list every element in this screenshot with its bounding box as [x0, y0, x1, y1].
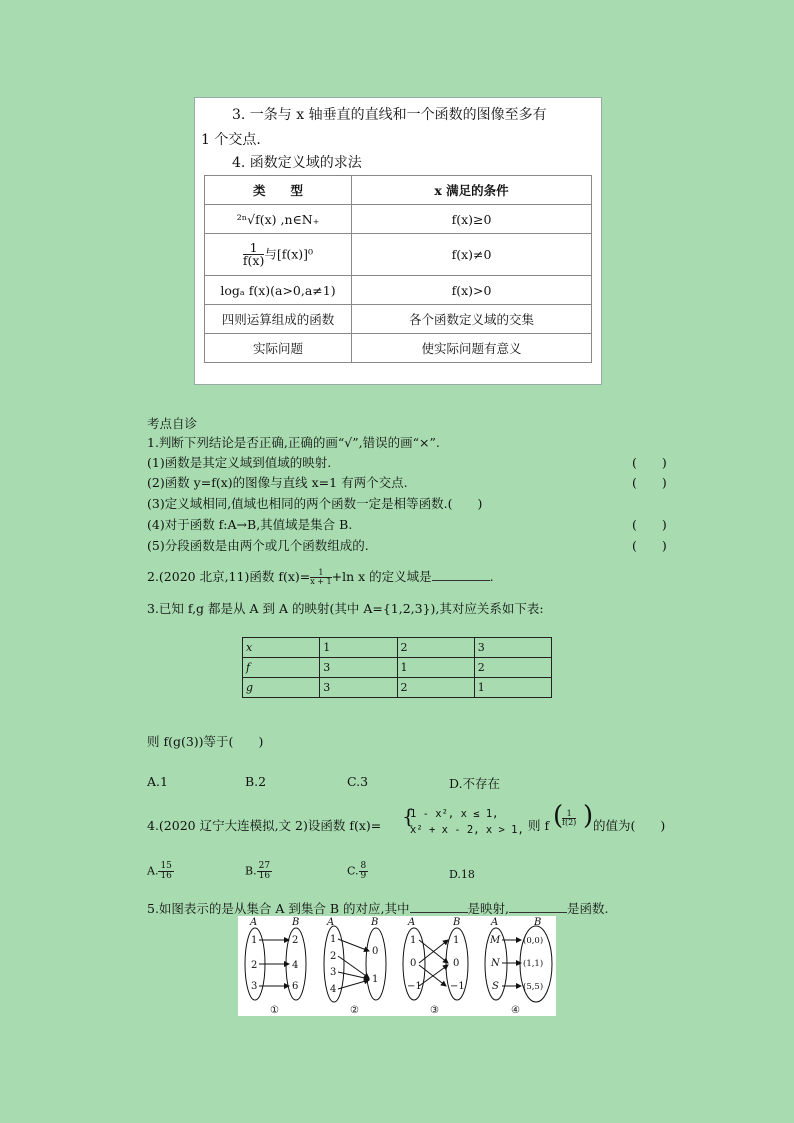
- q1-item: (4)对于函数 f:A→B,其值域是集合 B.: [147, 517, 353, 532]
- q1-item: (5)分段函数是由两个或几个函数组成的.: [147, 538, 369, 553]
- option: A.1: [147, 774, 168, 789]
- q3-ask: 则 f(g(3))等于( ): [147, 734, 264, 749]
- answer-paren: ( ): [632, 517, 667, 532]
- element: 4: [292, 960, 299, 971]
- domain-table: [204, 175, 592, 363]
- set-label: B: [371, 917, 379, 928]
- element: 2: [292, 935, 299, 946]
- brace: {: [402, 804, 415, 828]
- section-title: 考点自诊: [147, 416, 198, 431]
- row-condition: f(x)>0: [352, 276, 592, 305]
- q5: 5.如图表示的是从集合 A 到集合 B 的对应,其中 是映射, 是函数.: [147, 901, 609, 916]
- answer-paren: ( ): [632, 455, 667, 470]
- option: B. $\frac{27}{16}$: [245, 861, 271, 881]
- row-type: 四则运算组成的函数: [205, 305, 352, 334]
- set-ellipse: [366, 928, 386, 1000]
- item4-title: 4. 函数定义域的求法: [232, 155, 362, 171]
- set-label: A: [327, 917, 335, 928]
- element: 3: [251, 981, 258, 992]
- element: (1,1): [523, 959, 544, 969]
- mapping-table: x 1 2 3 f 3 1 2 g 3 2 1: [242, 637, 552, 698]
- element: 1: [330, 934, 337, 945]
- q3-stem: 3.已知 f,g 都是从 A 到 A 的映射(其中 A={1,2,3}),其对应关系如下表:: [147, 601, 544, 616]
- element: N: [491, 958, 500, 969]
- option: D.不存在: [449, 776, 501, 791]
- piece-case: 1 - x², x ≤ 1,: [410, 808, 499, 820]
- set-label: A: [491, 917, 499, 928]
- header-type: 类 型: [205, 176, 352, 205]
- option: C.3: [347, 774, 369, 789]
- mapping-svg: [238, 916, 556, 1016]
- row-condition: 使实际问题有意义: [352, 334, 592, 363]
- caption: ②: [350, 1005, 359, 1016]
- element: −1: [450, 981, 465, 992]
- row-condition: 各个函数定义域的交集: [352, 305, 592, 334]
- row-type: 实际问题: [205, 334, 352, 363]
- element: 4: [330, 984, 337, 995]
- caption: ③: [430, 1005, 439, 1016]
- element: (0,0): [523, 936, 544, 946]
- arrow: [338, 972, 369, 979]
- option: D.18: [449, 868, 475, 881]
- set-label: A: [250, 917, 258, 928]
- element: 1: [251, 935, 258, 946]
- element: 0: [410, 958, 417, 969]
- row-type: logₐ f(x)(a>0,a≠1): [205, 276, 352, 305]
- header-condition: x 满足的条件: [352, 176, 592, 205]
- element: −1: [407, 981, 422, 992]
- option: A. $\frac{15}{16}$: [147, 861, 172, 881]
- paren-left: (: [553, 801, 564, 831]
- row-condition: f(x)≠0: [352, 234, 592, 276]
- element: 2: [251, 960, 258, 971]
- mapping-diagram: [238, 916, 556, 1016]
- answer-blank: [432, 570, 490, 581]
- q4-pre: 4.(2020 辽宁大连模拟,文 2)设函数 f(x)=: [147, 818, 382, 833]
- answer-blank: [410, 902, 468, 913]
- set-label: B: [292, 917, 300, 928]
- definition-box: [194, 97, 602, 385]
- q1-item: (3)定义域相同,值域也相同的两个函数一定是相等函数.( ): [147, 496, 483, 511]
- row-type: ²ⁿ√f(x) ,n∈N₊: [205, 205, 352, 234]
- answer-paren: ( ): [632, 538, 667, 553]
- element: M: [490, 935, 501, 946]
- answer-paren: ( ): [632, 475, 667, 490]
- element: 1: [372, 974, 379, 985]
- element: 3: [330, 967, 337, 978]
- element: (5,5): [523, 982, 544, 992]
- fraction: $\frac{1}{f(2)}$: [562, 809, 577, 827]
- fraction: $\frac{1}{f(x)}$: [242, 239, 265, 268]
- option: C. $\frac{8}{9}$: [347, 861, 367, 881]
- element: S: [492, 981, 499, 992]
- element: 0: [372, 946, 379, 957]
- row-condition: f(x)≥0: [352, 205, 592, 234]
- paren-right: ): [583, 801, 594, 831]
- element: 0: [453, 958, 460, 969]
- fraction: $\frac{1}{x + 1}$: [310, 568, 332, 586]
- q2: 2.(2020 北京,11)函数 f(x)= $\frac{1}{x + 1}$ +ln x 的定义域是 .: [147, 568, 494, 586]
- element: 1: [453, 935, 460, 946]
- q1-item: (2)函数 y=f(x)的图像与直线 x=1 有两个交点.: [147, 475, 408, 490]
- set-label: B: [534, 917, 542, 928]
- piece-case: x² + x - 2, x > 1,: [410, 824, 524, 836]
- element: 1: [410, 935, 417, 946]
- q1-item: (1)函数是其定义域到值域的映射.: [147, 455, 332, 470]
- caption: ①: [270, 1005, 279, 1016]
- q4-post: 的值为( ): [593, 818, 666, 833]
- answer-blank: [509, 902, 567, 913]
- item3-line2: 1 个交点.: [201, 132, 261, 148]
- element: 2: [330, 951, 337, 962]
- caption: ④: [511, 1005, 520, 1016]
- set-label: B: [453, 917, 461, 928]
- set-label: A: [408, 917, 416, 928]
- q4-mid: 则 f: [528, 818, 550, 833]
- q1-stem: 1.判断下列结论是否正确,正确的画“√”,错误的画“×”.: [147, 435, 440, 450]
- row-type: $\frac{1}{f(x)}$ 与[f(x)]⁰: [205, 234, 352, 276]
- arrow: [338, 956, 369, 978]
- option: B.2: [245, 774, 267, 789]
- item3-line1: 3. 一条与 x 轴垂直的直线和一个函数的图像至多有: [232, 107, 547, 123]
- element: 6: [292, 981, 299, 992]
